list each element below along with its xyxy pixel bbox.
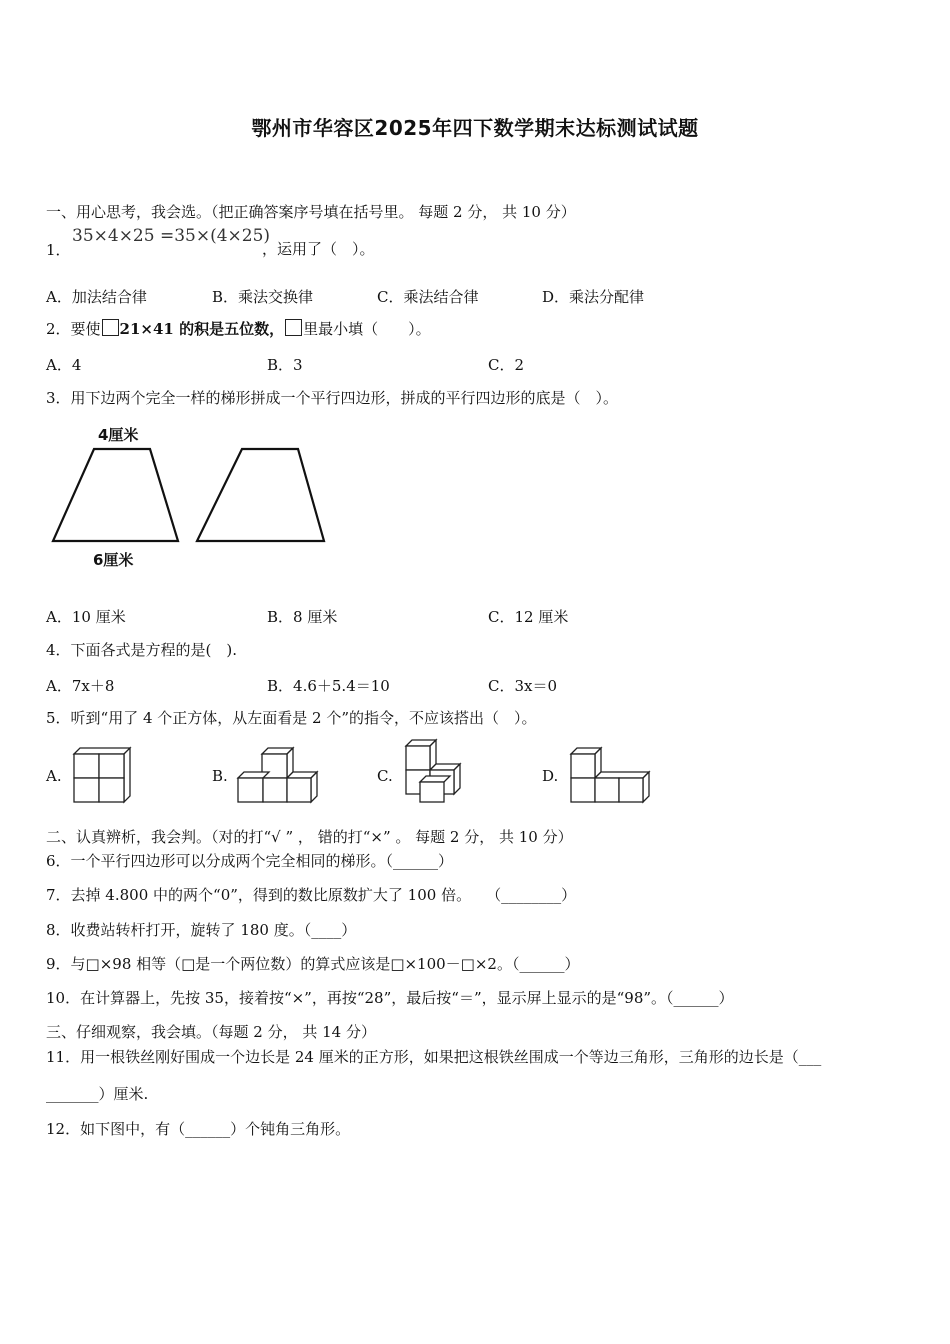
q4-option-b[interactable]: B．4.6＋5.4＝10: [267, 677, 390, 695]
q5-option-c[interactable]: C.: [377, 767, 393, 785]
q1-expression: 35×4×25 =35×(4×25): [72, 226, 271, 246]
page-title: 鄂州市华容区2025年四下数学期末达标测试试题: [251, 116, 699, 140]
q3-stem: 3．用下边两个完全一样的梯形拼成一个平行四边形，拼成的平行四边形的底是（ ）。: [46, 389, 619, 407]
blank-box-icon: [285, 319, 302, 336]
q5-stem: 5．听到“用了 4 个正方体，从左面看是 2 个”的指令，不应该搭出（ ）。: [46, 709, 537, 727]
q9-text: 9．与□×98 相等（□是一个两位数）的算式应该是□×100－□×2。（______）: [46, 955, 580, 973]
q11-line2: _______）厘米.: [46, 1085, 149, 1103]
trapezoid-top-label: 4厘米: [98, 426, 139, 444]
trapezoid-left: [53, 449, 178, 541]
q1-option-c[interactable]: C．乘法结合律: [377, 288, 479, 306]
blank-box-icon: [102, 319, 119, 336]
q2-option-c[interactable]: C．2: [488, 356, 525, 374]
q11-line1: 11．用一根铁丝刚好围成一个边长是 24 厘米的正方形，如果把这根铁丝围成一个等边三角形，三角形的边长是（___: [46, 1048, 822, 1066]
section-1-heading: 一、用心思考，我会选。（把正确答案序号填在括号里。 每题 2 分， 共 10 分）: [46, 203, 576, 221]
section-3-heading: 三、仔细观察，我会填。（每题 2 分， 共 14 分）: [46, 1023, 376, 1041]
q1-number: 1．: [46, 241, 71, 259]
cube-figure-a: [70, 744, 136, 806]
cube-figure-c: [400, 736, 466, 806]
q2-lead: 2．要使: [46, 320, 101, 338]
q2-stem: [46, 319, 431, 339]
cube-figure-b: [235, 744, 323, 806]
q6-text: 6．一个平行四边形可以分成两个完全相同的梯形。（______）: [46, 852, 454, 870]
q4-stem: 4．下面各式是方程的是( ).: [46, 641, 238, 659]
q3-option-a[interactable]: A．10 厘米: [46, 608, 126, 626]
q3-option-c[interactable]: C．12 厘米: [488, 608, 569, 626]
trapezoids-figure: [46, 420, 346, 575]
q12-text: 12．如下图中，有（______）个钝角三角形。: [46, 1120, 351, 1138]
section-2-heading: 二、认真辨析，我会判。（对的打“√ ” ， 错的打“×” 。 每题 2 分， 共 10 分）: [46, 828, 573, 846]
q1-option-a[interactable]: A．加法结合律: [46, 288, 147, 306]
q2-tail: 里最小填（ ）。: [303, 320, 431, 338]
q7-text: 7．去掉 4.800 中的两个“0”，得到的数比原数扩大了 100 倍。 （________）: [46, 886, 577, 904]
q4-option-a[interactable]: A．7x＋8: [46, 677, 115, 695]
trapezoid-right: [197, 449, 324, 541]
q4-option-c[interactable]: C．3x＝0: [488, 677, 558, 695]
q3-option-b[interactable]: B．8 厘米: [267, 608, 338, 626]
q2-option-b[interactable]: B．3: [267, 356, 303, 374]
q5-option-d[interactable]: D.: [542, 767, 559, 785]
q2-option-a[interactable]: A．4: [46, 356, 82, 374]
q10-text: 10．在计算器上，先按 35，接着按“×”，再按“28”，最后按“＝”，显示屏上显示的是“98”。（______）: [46, 989, 734, 1007]
q1-option-b[interactable]: B．乘法交换律: [212, 288, 314, 306]
q5-option-b[interactable]: B.: [212, 767, 228, 785]
q1-text: ，运用了（ ）。: [262, 240, 375, 258]
q1-option-d[interactable]: D．乘法分配律: [542, 288, 645, 306]
q8-text: 8．收费站转杆打开，旋转了 180 度。（____）: [46, 921, 357, 939]
trapezoid-bottom-label: 6厘米: [93, 551, 134, 569]
cube-figure-d: [567, 744, 655, 806]
q2-mid: 21×41 的积是五位数，: [119, 320, 285, 338]
q5-option-a[interactable]: A.: [46, 767, 62, 785]
